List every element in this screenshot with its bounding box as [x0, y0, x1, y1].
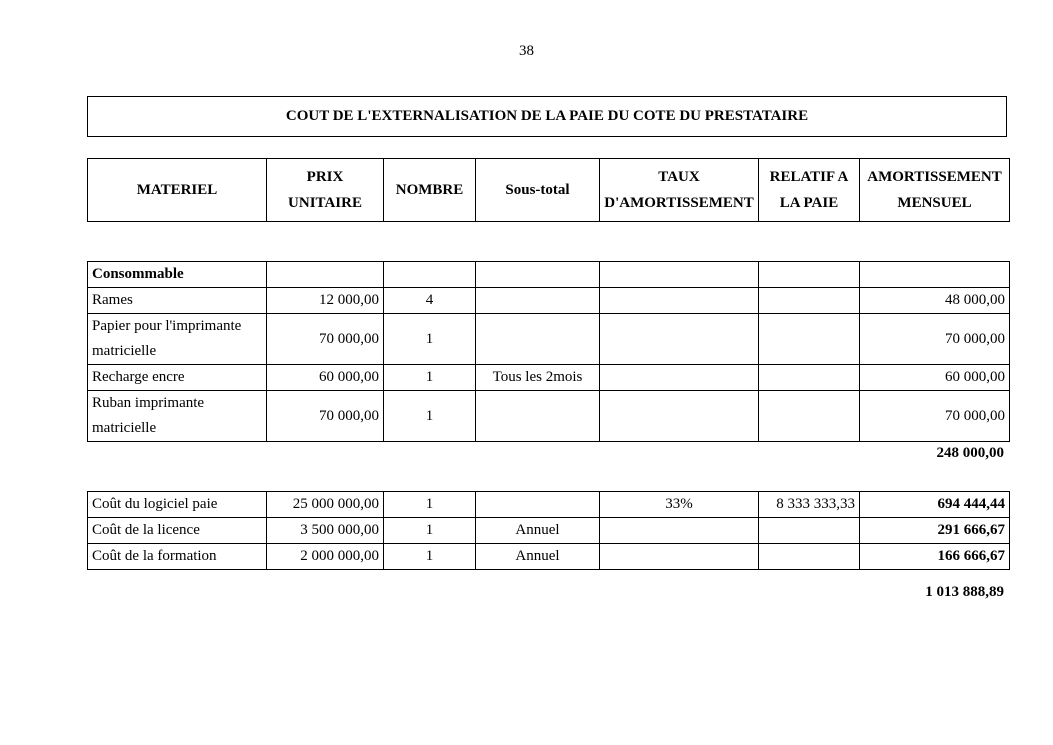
cell-relatif [759, 544, 860, 570]
cell-amortissement: 70 000,00 [860, 391, 1010, 442]
cell-materiel: Coût de la formation [88, 544, 267, 570]
cell-amortissement: 48 000,00 [860, 288, 1010, 314]
cell-materiel: Coût de la licence [88, 518, 267, 544]
cell-nombre: 1 [384, 518, 476, 544]
header-row [88, 159, 1010, 222]
cell-nombre: 1 [384, 314, 476, 365]
cell-taux [600, 391, 759, 442]
cell-prix: 2 000 000,00 [267, 544, 384, 570]
header-materiel: MATERIEL [88, 159, 267, 222]
header-taux-amortissement: TAUX D'AMORTISSEMENT [600, 159, 759, 222]
cell-relatif [759, 391, 860, 442]
cell-prix: 3 500 000,00 [267, 518, 384, 544]
cell-relatif [759, 288, 860, 314]
cell-amortissement: 70 000,00 [860, 314, 1010, 365]
cell-prix: 60 000,00 [267, 365, 384, 391]
table-row [88, 544, 1010, 570]
cell-materiel: Recharge encre [88, 365, 267, 391]
header-amortissement-mensuel: AMORTISSEMENT MENSUEL [860, 159, 1010, 222]
cell-taux [600, 288, 759, 314]
table-row [88, 314, 1010, 365]
logiciel-table [87, 491, 1010, 570]
cell-amortissement: 291 666,67 [860, 518, 1010, 544]
cell-prix: 12 000,00 [267, 288, 384, 314]
cell-materiel: Ruban imprimante matricielle [88, 391, 267, 442]
cell-taux: 33% [600, 492, 759, 518]
cell-nombre: 1 [384, 492, 476, 518]
table-row [88, 288, 1010, 314]
cell-sous-total [476, 288, 600, 314]
cell-taux [600, 365, 759, 391]
header-prix-unitaire: PRIX UNITAIRE [267, 159, 384, 222]
consommable-total: 248 000,00 [936, 445, 1004, 461]
grand-total: 1 013 888,89 [925, 584, 1004, 600]
header-relatif-paie: RELATIF A LA PAIE [759, 159, 860, 222]
cell-relatif [759, 365, 860, 391]
cell-materiel: Papier pour l'imprimante matricielle [88, 314, 267, 365]
cell-sous-total: Annuel [476, 518, 600, 544]
cell-amortissement: 694 444,44 [860, 492, 1010, 518]
table-row [88, 365, 1010, 391]
cell-prix: 70 000,00 [267, 314, 384, 365]
cell-amortissement: 60 000,00 [860, 365, 1010, 391]
header-sous-total: Sous-total [476, 159, 600, 222]
consommable-table [87, 261, 1010, 442]
cell-nombre: 1 [384, 365, 476, 391]
page-number: 38 [519, 43, 534, 59]
cell-taux [600, 314, 759, 365]
cell-taux [600, 518, 759, 544]
table-row [88, 492, 1010, 518]
table-title: COUT DE L'EXTERNALISATION DE LA PAIE DU COTE DU PRESTATAIRE [87, 96, 1007, 137]
cell-relatif [759, 314, 860, 365]
table-row [88, 518, 1010, 544]
cell-materiel: Rames [88, 288, 267, 314]
cell-relatif [759, 518, 860, 544]
section-row [88, 262, 1010, 288]
cell-prix: 70 000,00 [267, 391, 384, 442]
table-row [88, 391, 1010, 442]
cell-sous-total: Annuel [476, 544, 600, 570]
cell-sous-total [476, 391, 600, 442]
cell-amortissement: 166 666,67 [860, 544, 1010, 570]
cell-nombre: 4 [384, 288, 476, 314]
cell-relatif: 8 333 333,33 [759, 492, 860, 518]
cell-taux [600, 544, 759, 570]
header-nombre: NOMBRE [384, 159, 476, 222]
cell-sous-total [476, 492, 600, 518]
cell-nombre: 1 [384, 544, 476, 570]
section-label: Consommable [88, 262, 267, 288]
cell-sous-total: Tous les 2mois [476, 365, 600, 391]
cell-materiel: Coût du logiciel paie [88, 492, 267, 518]
cell-sous-total [476, 314, 600, 365]
cell-prix: 25 000 000,00 [267, 492, 384, 518]
header-table [87, 158, 1010, 222]
cell-nombre: 1 [384, 391, 476, 442]
